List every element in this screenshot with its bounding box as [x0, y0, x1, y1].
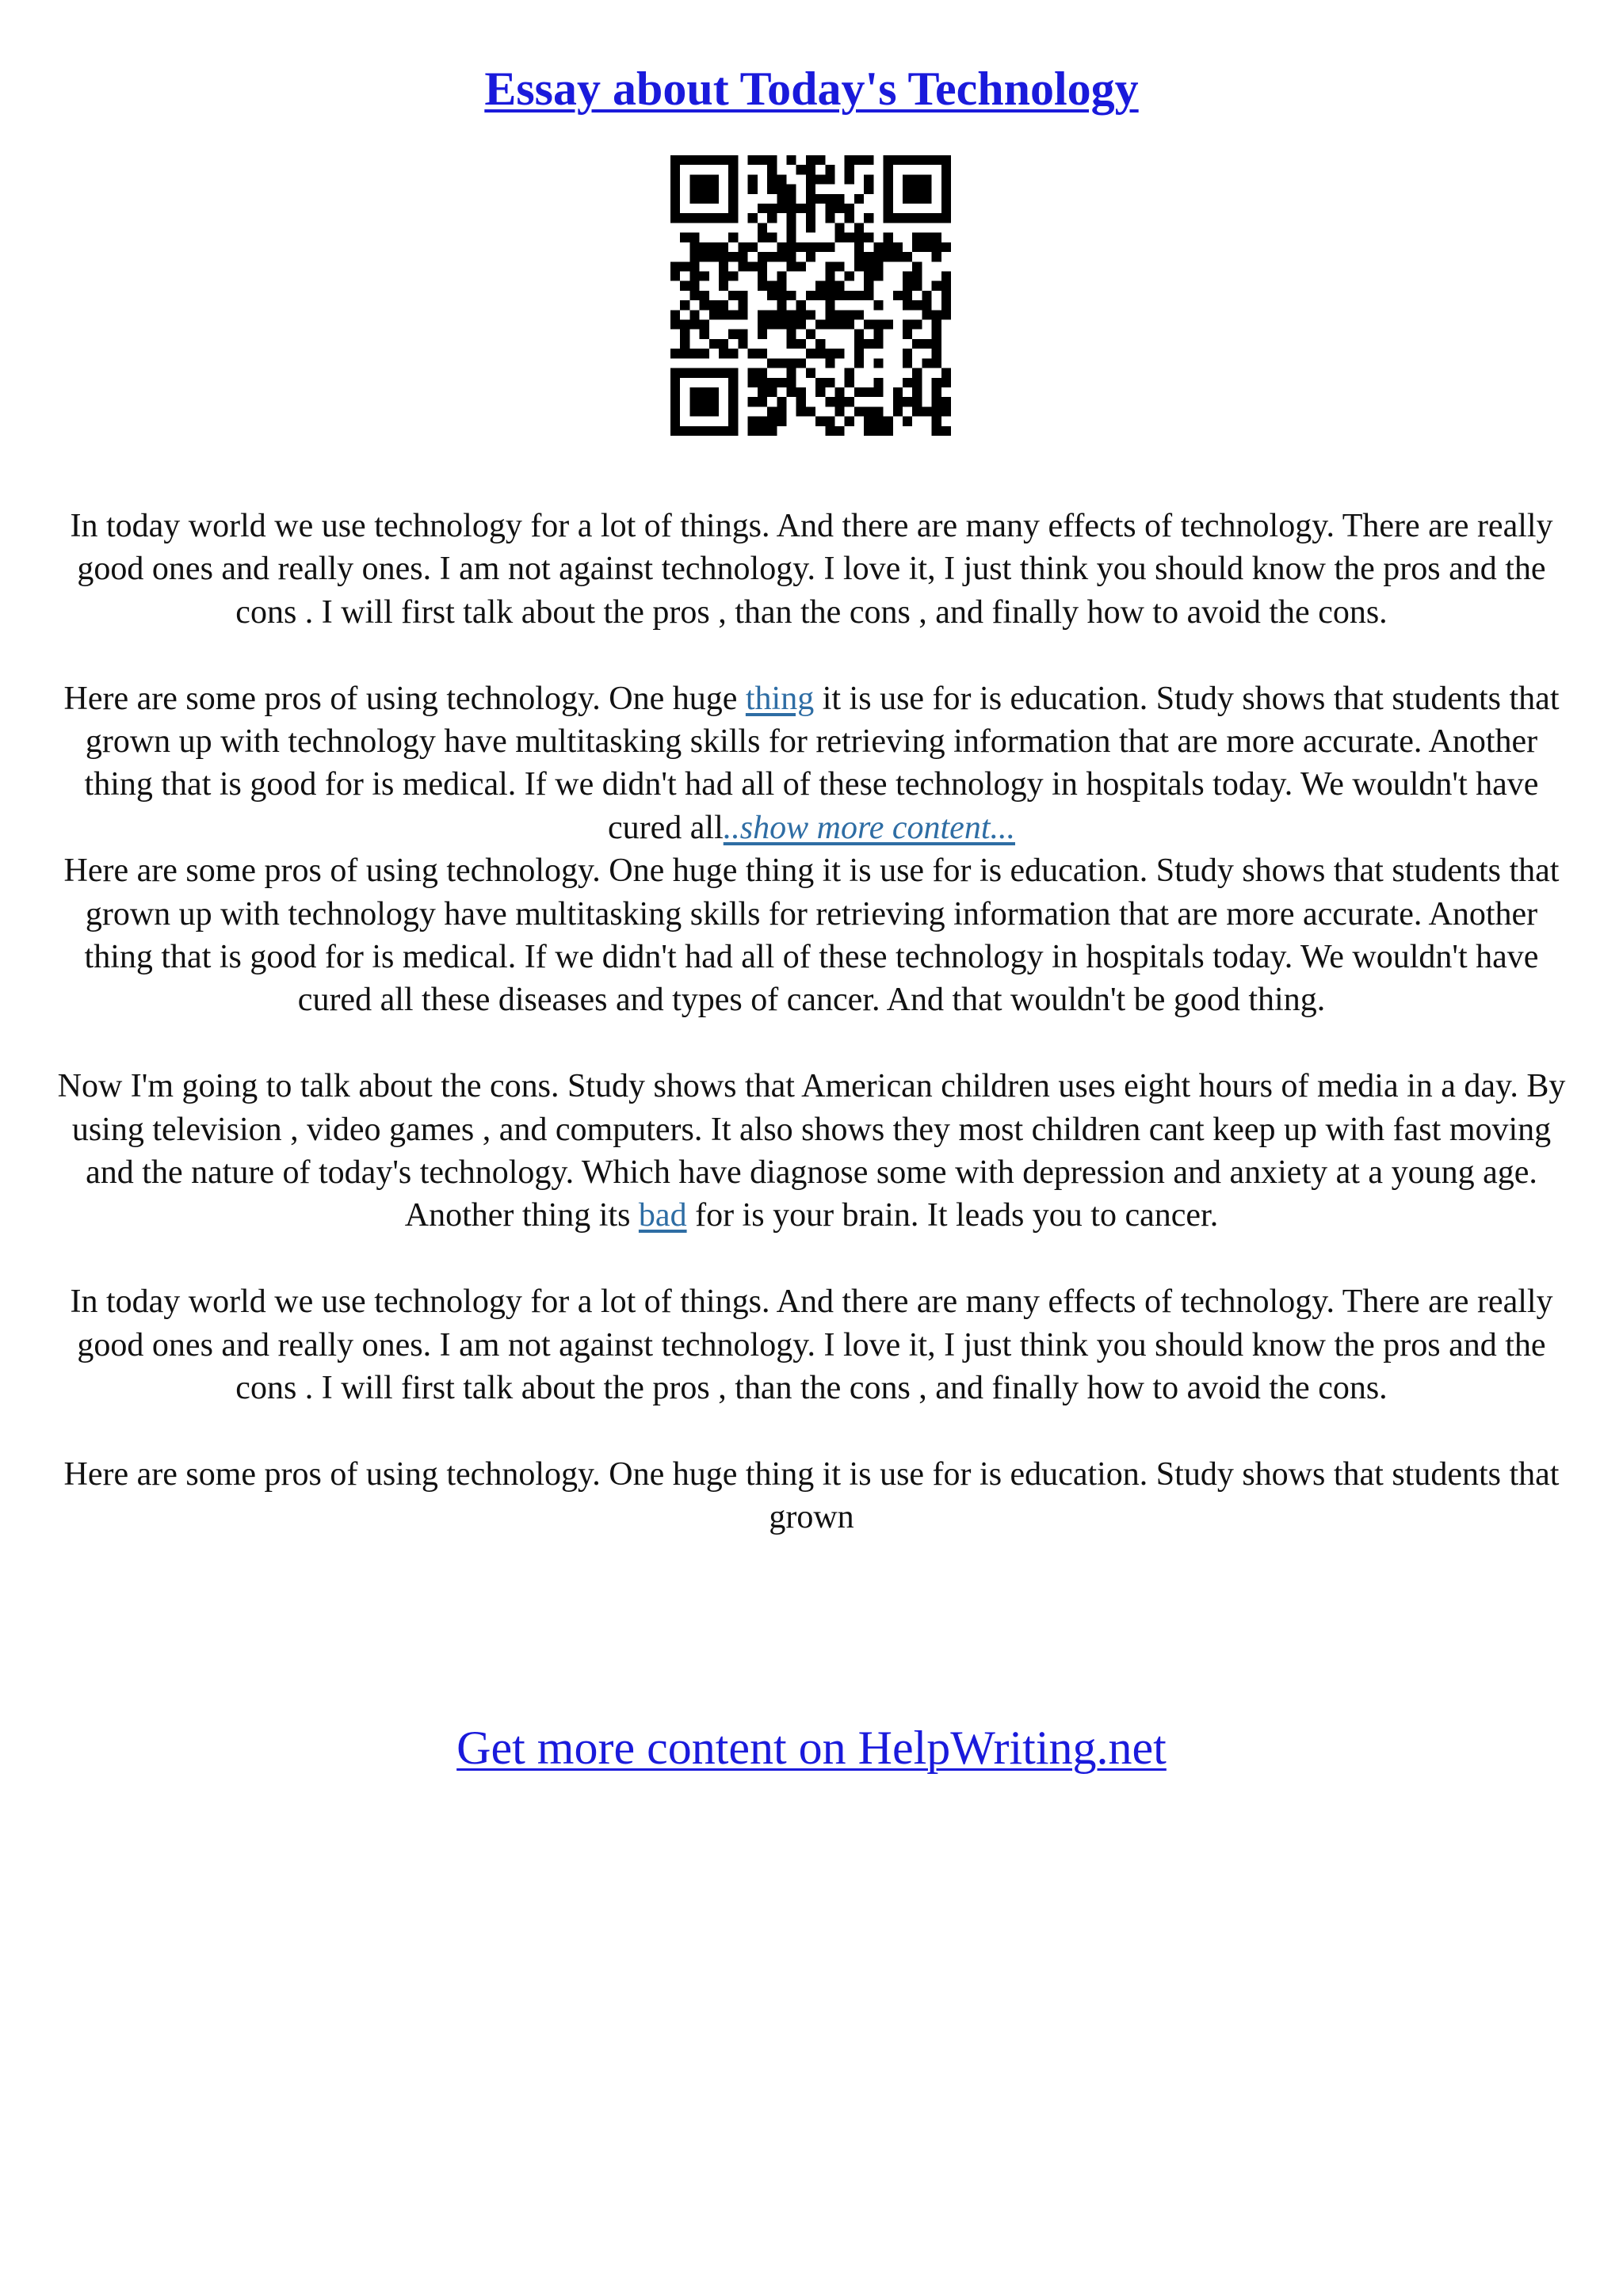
qr-code-graphic: [670, 155, 951, 436]
paragraph-pros: Here are some pros of using technology. One huge thing it is use for is education. Study shows that students that grown up with technology have multitasking skills for retrieving information that are more accurate. Another thing that is good for is medical. If we didn't had all of these technology in hospitals today. We wouldn't have cured all these diseases and types of cancer. And that wouldn't be good thing.: [63, 852, 1560, 1019]
bad-link[interactable]: bad: [638, 1197, 687, 1234]
essay-body: [55, 505, 1568, 1539]
helpwriting-link[interactable]: Get more content on HelpWriting.net: [456, 1722, 1167, 1774]
title-link[interactable]: Essay about Today's Technology: [484, 63, 1139, 115]
paragraph-text: for is your brain. It leads you to cancer.: [686, 1197, 1219, 1234]
paragraph-intro-repeat: In today world we use technology for a lot of things. And there are many effects of technology. There are really good ones and really ones. I am not against technology. I love it, I just think you should know the pros and the cons . I will first talk about the pros , than the cons , and finally how to avoid the cons.: [70, 1283, 1553, 1407]
footer: [0, 1718, 1623, 1778]
page-title: [0, 57, 1623, 120]
thing-link[interactable]: thing: [745, 680, 815, 717]
paragraph-text: Here are some pros of using technology. One huge: [63, 680, 746, 717]
paragraph-text: it is use for is education. Study shows that students that grown up with technology have multitasking skills for retrieving information that are more accurate. Another thing that is good for is medical. If we didn't had all of these technology in hospitals today. We wouldn't have cured all: [84, 680, 1560, 846]
paragraph-pros-preview: [55, 677, 1568, 850]
paragraph-text: Now I'm going to talk about the cons. Study shows that American children uses eight hours of media in a day. By using television , video games , and computers. It also shows they most children cant keep up with fast moving and the nature of today's technology. Which have diagnose some with depression and anxiety at a young age. Another thing its: [57, 1068, 1566, 1234]
show-more-link[interactable]: ..show more content...: [723, 809, 1015, 846]
paragraph-intro: In today world we use technology for a lot of things. And there are many effects of technology. There are really good ones and really ones. I am not against technology. I love it, I just think you should know the pros and the cons . I will first talk about the pros , than the cons , and finally how to avoid the cons.: [70, 508, 1553, 631]
paragraph-pros-repeat: Here are some pros of using technology. One huge thing it is use for is education. Study shows that students that grown: [63, 1455, 1560, 1536]
paragraph-cons: [55, 1065, 1568, 1238]
qr-code-icon: [670, 155, 951, 436]
